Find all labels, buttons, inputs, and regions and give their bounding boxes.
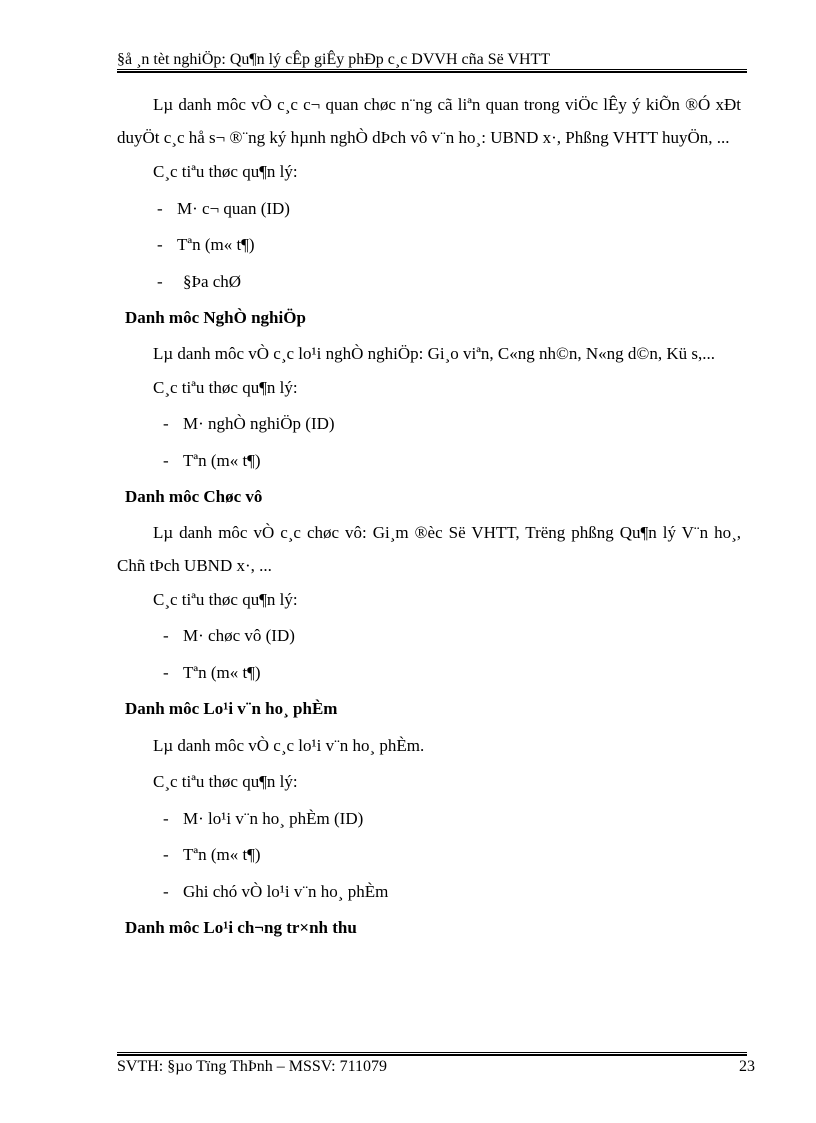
coquan-field-label: M· c¬ quan (ID) — [177, 198, 290, 218]
coquan-field-label: Tªn (m« t¶) — [177, 235, 255, 254]
page-content — [117, 88, 741, 947]
chucvu-field-label: M· chøc vô (ID) — [183, 626, 295, 645]
footer-rule — [117, 1052, 747, 1056]
chucvu-fields-intro: C¸c tiªu thøc qu¶n lý: — [153, 589, 298, 609]
nghenghiep-field-label: M· nghÒ nghiÖp (ID) — [183, 414, 335, 433]
coquan-field-item: - §Þa chØ — [157, 271, 242, 291]
page-header-title: §å ¸n tèt nghiÖp: Qu¶n lý cÊp giÊy phÐp c¸c DVVH cña Së VHTT — [117, 51, 551, 68]
chucvu-field-label: Tªn (m« t¶) — [183, 662, 261, 682]
chucvu-heading: Danh môc Chøc vô — [125, 487, 263, 506]
vanhoapham-heading: Danh môc Lo¹i v¨n ho¸ phÈm — [125, 699, 338, 718]
vanhoapham-fields-intro: C¸c tiªu thøc qu¶n lý: — [153, 772, 298, 791]
page-number: 23 — [739, 1058, 755, 1075]
coquan-field-item: - M· c¬ quan (ID) — [157, 198, 290, 218]
coquan-fields-intro: C¸c tiªu thøc qu¶n lý: — [153, 162, 298, 181]
vanhoapham-field-item: - M· lo¹i v¨n ho¸ phÈm (ID) — [163, 808, 364, 828]
coquan-field-item: - Tªn (m« t¶) — [157, 235, 255, 254]
nghenghiep-heading: Danh môc NghÒ nghiÖp — [125, 308, 306, 327]
vanhoapham-description: Lµ danh môc vÒ c¸c lo¹i v¨n ho¸ phÈm. — [153, 735, 425, 755]
vanhoapham-field-label: M· lo¹i v¨n ho¸ phÈm (ID) — [183, 808, 364, 828]
nghenghiep-field-item: - Tªn (m« t¶) — [163, 450, 261, 470]
nghenghiep-field-item: - M· nghÒ nghiÖp (ID) — [163, 414, 335, 433]
nghenghiep-field-label: Tªn (m« t¶) — [183, 450, 261, 470]
vanhoapham-field-item: - Ghi chó vÒ lo¹i v¨n ho¸ phÈm — [163, 881, 389, 901]
coquan-description: Lµ danh môc vÒ c¸c c¬ quan chøc n¨ng cã liªn quan trong viÖc lÊy ý kiÕn ®Ó xÐt duyÖt c¸c hå s¬ ®¨ng ký hµnh nghÒ dÞch vô v¨n ho¸: UBND x·, Phßng VHTT huyÖn, ... — [117, 95, 741, 147]
chucvu-field-item: - M· chøc vô (ID) — [163, 626, 295, 645]
coquan-field-label: §Þa chØ — [183, 271, 242, 291]
chuongtrinh-heading: Danh môc Lo¹i ch¬ng tr×nh thu — [125, 918, 357, 937]
vanhoapham-field-label: Ghi chó vÒ lo¹i v¨n ho¸ phÈm — [183, 881, 389, 901]
header-rule — [117, 69, 747, 73]
vanhoapham-field-label: Tªn (m« t¶) — [183, 845, 261, 864]
nghenghiep-fields-intro: C¸c tiªu thøc qu¶n lý: — [153, 377, 298, 397]
footer-author: SVTH: §µo Tïng ThÞnh – MSSV: 711079 — [117, 1058, 387, 1075]
chucvu-field-item: - Tªn (m« t¶) — [163, 662, 261, 682]
nghenghiep-description: Lµ danh môc vÒ c¸c lo¹i nghÒ nghiÖp: Gi¸o viªn, C«ng nh©n, N«ng d©n, Kü s,... — [153, 343, 715, 363]
vanhoapham-field-item: - Tªn (m« t¶) — [163, 845, 261, 864]
chucvu-description: Lµ danh môc vÒ c¸c chøc vô: Gi¸m ®èc Së VHTT, Trëng phßng Qu¶n lý V¨n ho¸, Chñ tÞch UBND x·, ... — [117, 522, 741, 575]
